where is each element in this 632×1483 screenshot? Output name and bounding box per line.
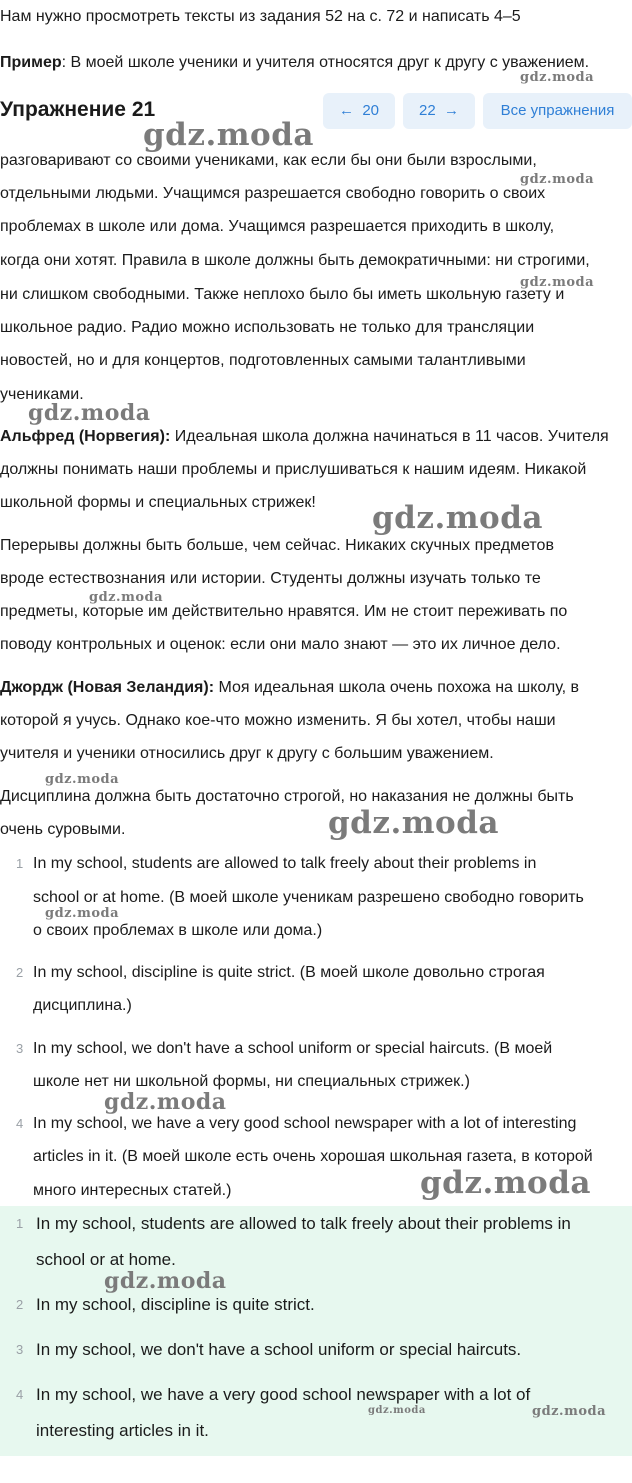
example-label: Пример: [0, 54, 62, 71]
list-item-line: о своих проблемах в школе или дома.): [33, 922, 323, 939]
text-line: отдельными людьми. Учащимся разрешается свободно говорить о своих: [0, 185, 546, 202]
arrow-right-icon: →: [444, 102, 460, 119]
list-number: 4: [16, 1387, 24, 1402]
answer-line: In my school, students are allowed to talk freely about their problems in: [36, 1214, 571, 1233]
list-item-line: In my school, we have a very good school newspaper with a lot of interesting: [33, 1115, 577, 1132]
text-line: [0, 426, 609, 448]
speaker-text: Идеальная школа должна начинаться в 11 часов. Учителя: [170, 428, 609, 445]
text-line: очень суровыми.: [0, 821, 126, 838]
text-line: которой я учусь. Однако кое-что можно изменить. Я бы хотел, чтобы наши: [0, 712, 556, 729]
next-exercise-button[interactable]: [403, 93, 475, 129]
answer-line: school or at home.: [36, 1250, 176, 1269]
text-line: когда они хотят. Правила в школе должны быть демократичными: ни строгими,: [0, 252, 590, 269]
list-item-line: school or at home. (В моей школе ученикам разрешено свободно говорить: [33, 889, 584, 906]
list-number: 3: [16, 1342, 24, 1357]
watermark: gdz.moda: [328, 805, 499, 841]
text-line: учениками.: [0, 386, 84, 403]
list-number: 3: [16, 1041, 24, 1056]
watermark: gdz.moda: [520, 275, 595, 290]
list-number: 4: [16, 1116, 24, 1131]
prev-exercise-label: 20: [362, 102, 380, 119]
text-line: ни слишком свободными. Также неплохо было бы иметь школьную газету и: [0, 286, 565, 303]
list-number: 1: [16, 856, 24, 871]
text-line: Перерывы должны быть больше, чем сейчас. Никаких скучных предметов: [0, 537, 554, 554]
list-item-line: дисциплина.): [33, 997, 132, 1014]
list-item-line: articles in it. (В моей школе есть очень хорошая школьная газета, в которой: [33, 1148, 593, 1165]
intro-line: Нам нужно просмотреть тексты из задания 52 на с. 72 и написать 4–5: [0, 8, 521, 25]
answer-line: In my school, we don't have a school uniform or special haircuts.: [36, 1340, 522, 1359]
speaker-name: Джордж (Новая Зеландия):: [0, 679, 215, 696]
watermark: gdz.moda: [104, 1089, 227, 1115]
list-item-line: много интересных статей.): [33, 1182, 232, 1199]
watermark: gdz.moda: [45, 906, 120, 921]
watermark: gdz.moda: [372, 500, 543, 536]
speaker-name: Альфред (Норвегия):: [0, 428, 171, 445]
all-exercises-button[interactable]: Все упражнения: [483, 93, 632, 129]
list-item-line: In my school, students are allowed to talk freely about their problems in: [33, 855, 537, 872]
list-item-line: In my school, we don't have a school uniform or special haircuts. (В моей: [33, 1040, 553, 1057]
text-line: поводу контрольных и оценок: если они мало знают — это их личное дело.: [0, 636, 561, 653]
list-number: 1: [16, 1216, 24, 1231]
text-line: Дисциплина должна быть достаточно строгой, но наказания не должны быть: [0, 788, 574, 805]
next-exercise-label: 22: [418, 102, 436, 119]
text-line: должны понимать наши проблемы и прислушиваться к нашим идеям. Никакой: [0, 461, 587, 478]
speaker-text: Моя идеальная школа очень похожа на школу, в: [214, 679, 580, 696]
list-number: 2: [16, 965, 24, 980]
list-item-line: In my school, discipline is quite strict. (В моей школе довольно строгая: [33, 964, 545, 981]
example-text: : В моей школе ученики и учителя относятся друг к другу с уважением.: [61, 54, 590, 71]
answer-line: interesting articles in it.: [36, 1421, 209, 1440]
text-line: школьной формы и специальных стрижек!: [0, 494, 316, 511]
text-line: [0, 677, 579, 699]
prev-exercise-button[interactable]: [323, 93, 395, 129]
text-line: разговаривают со своими учениками, как если бы они были взрослыми,: [0, 152, 537, 169]
watermark: gdz.moda: [368, 1405, 426, 1416]
watermark: gdz.moda: [89, 590, 164, 605]
answer-line: In my school, discipline is quite strict.: [36, 1295, 315, 1314]
arrow-left-icon: ←: [338, 102, 354, 119]
watermark: gdz.moda: [143, 117, 314, 153]
text-line: вроде естествознания или истории. Студенты должны изучать только те: [0, 570, 541, 587]
text-line: проблемах в школе или дома. Учащимся разрешается приходить в школу,: [0, 218, 555, 235]
watermark: gdz.moda: [420, 1165, 591, 1201]
watermark: gdz.moda: [104, 1268, 227, 1294]
text-line: учителя и ученики относились друг к другу с большим уважением.: [0, 745, 494, 762]
watermark: gdz.moda: [520, 172, 595, 187]
text-line: школьное радио. Радио можно использовать не только для трансляции: [0, 319, 535, 336]
example-line: [0, 52, 589, 74]
text-line: новостей, но и для концертов, подготовленных самыми талантливыми: [0, 352, 526, 369]
watermark: gdz.moda: [45, 772, 120, 787]
answer-line: In my school, we have a very good school newspaper with a lot of: [36, 1385, 531, 1404]
watermark: gdz.moda: [532, 1404, 607, 1419]
list-item-line: школе нет ни школьной формы, ни специальных стрижек.): [33, 1073, 470, 1090]
watermark: gdz.moda: [28, 400, 151, 426]
watermark: gdz.moda: [520, 70, 595, 85]
text-line: предметы, которые им действительно нравятся. Им не стоит переживать по: [0, 603, 568, 620]
page-title: Упражнение 21: [0, 98, 156, 121]
list-number: 2: [16, 1297, 24, 1312]
